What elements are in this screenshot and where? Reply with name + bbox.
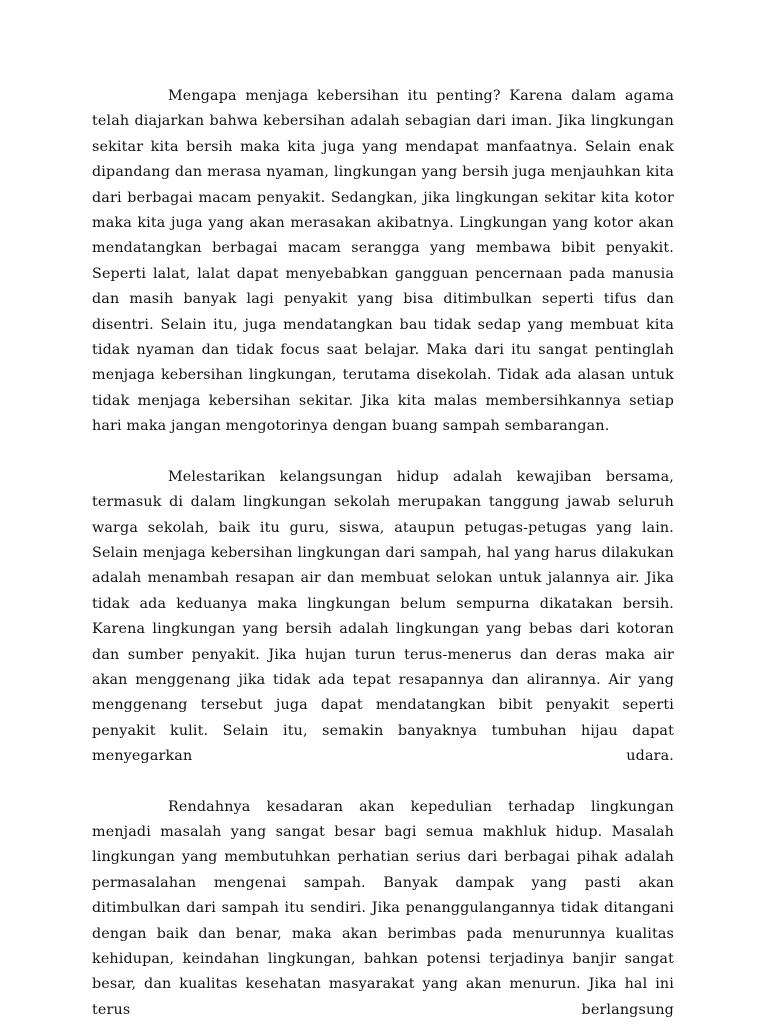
paragraph-1: Mengapa menjaga kebersihan itu penting? Karena dalam agama telah diajarkan bahwa kebersihan adalah sebagian dari iman. Jika lingkungan sekitar kita bersih maka kita juga yang mendapat manfaatnya. Selain enak dipandang dan merasa nyaman, lingkungan yang bersih juga menjauhkan kita dari berbagai macam penyakit. Sedangkan, jika lingkungan sekitar kita kotor maka kita juga yang akan merasakan akibatnya. Lingkungan yang kotor akan mendatangkan berbagai macam serangga yang membawa bibit penyakit. Seperti lalat, lalat dapat menyebabkan gangguan pencernaan pada manusia dan masih banyak lagi penyakit yang bisa ditimbulkan seperti tifus dan disentri. Selain itu, juga mendatangkan bau tidak sedap yang membuat kita tidak nyaman dan tidak focus saat belajar. Maka dari itu sangat pentinglah menjaga kebersihan lingkungan, terutama disekolah. Tidak ada alasan untuk tidak menjaga kebersihan sekitar. Jika kita malas membersihkannya setiap hari maka jangan mengotorinya dengan buang sampah sembarangan.: [92, 88, 674, 435]
paragraph-gap: [92, 770, 674, 795]
paragraph-gap: [92, 440, 674, 465]
document-page: [92, 84, 674, 1023]
paragraph-2: Melestarikan kelangsungan hidup adalah kewajiban bersama, termasuk di dalam lingkungan sekolah merupakan tanggung jawab seluruh warga sekolah, baik itu guru, siswa, ataupun petugas-petugas yang lain. Selain menjaga kebersihan lingkungan dari sampah, hal yang harus dilakukan adalah menambah resapan air dan membuat selokan untuk jalannya air. Jika tidak ada keduanya maka lingkungan belum sempurna dikatakan bersih. Karena lingkungan yang bersih adalah lingkungan yang bebas dari kotoran dan sumber penyakit. Jika hujan turun terus-menerus dan deras maka air akan menggenang jika tidak ada tepat resapannya dan alirannya. Air yang menggenang tersebut juga dapat mendatangkan bibit penyakit seperti penyakit kulit. Selain itu, semakin banyaknya tumbuhan hijau dapat menyegarkan udara.: [92, 468, 674, 765]
paragraph-3: Rendahnya kesadaran akan kepedulian terhadap lingkungan menjadi masalah yang sangat besar bagi semua makhluk hidup. Masalah lingkungan yang membutuhkan perhatian serius dari berbagai pihak adalah permasalahan mengenai sampah. Banyak dampak yang pasti akan ditimbulkan dari sampah itu sendiri. Jika penanggulangannya tidak ditangani dengan baik dan benar, maka akan berimbas pada menurunnya kualitas kehidupan, keindahan lingkungan, bahkan potensi terjadinya banjir sangat besar, dan kualitas kesehatan masyarakat yang akan menurun. Jika hal ini terus berlangsung: [92, 798, 674, 1018]
